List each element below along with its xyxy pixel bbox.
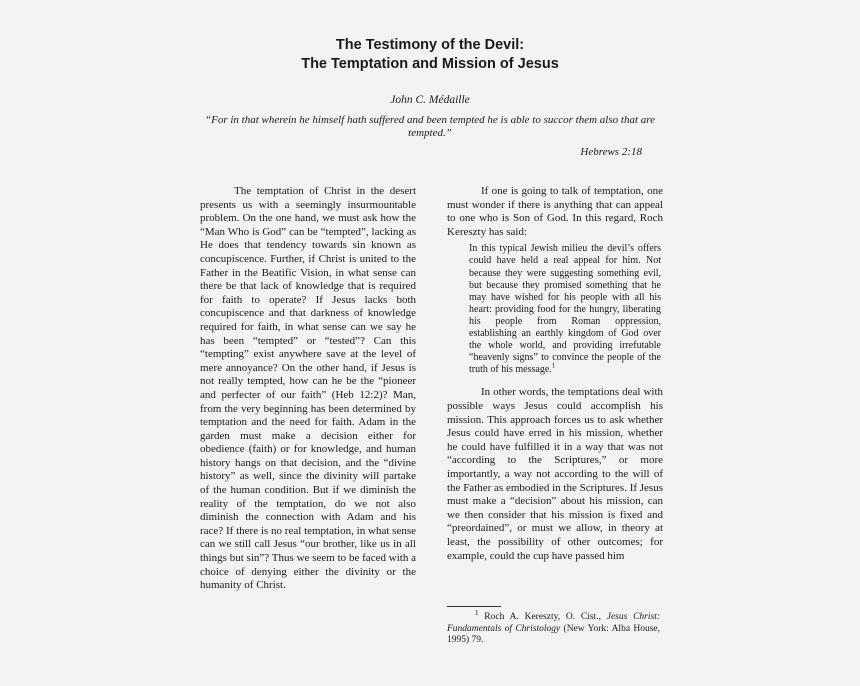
footnote-book-title: Jesus Christ: Fundamentals of Christology	[447, 612, 661, 634]
footnote-mark: 1	[475, 608, 479, 617]
right-paragraph: In other words, the temptations deal with possible ways Jesus could accomplish his mission. This approach forces us to ask whether Jesus could have erred in his mission, whether he could have fulfilled it in a way that was not “according to the Scriptures,” or more importantly, a way not according to the will of the Father as embodied in the Scriptures. If Jesus must make a “decision” about his mission, can we then consider that his mission is fixed and “preordained”, or must we allow, in theory at least, the possibility of other outcomes; for example, could the cup have passed him	[447, 386, 663, 562]
footnote-author: Roch A. Kereszty, O. Cist.,	[484, 612, 601, 622]
title-line-1: The Testimony of the Devil:	[335, 37, 525, 53]
title-line-2: The Temptation and Mission of Jesus	[301, 56, 559, 72]
footnote-reference[interactable]: 1	[551, 361, 556, 370]
block-quote-text: In this typical Jewish milieu the devil’s offers could have held a real appeal for him. Not because they were suggesting something evil, but because they promised something that he may have wished for his people with all his heart: providing food for the hungry, liberating his people from Roman oppression, establishing an earthly kingdom of God over the whole world, and providing irrefutable “heavenly signs” to convince the people of the truth of his message.	[469, 243, 661, 376]
epigraph-citation: Hebrews 2:18	[580, 146, 642, 158]
epigraph: “For in that wherein he himself hath suffered and been tempted he is able to succor them also that are tempted.”	[204, 114, 656, 139]
left-paragraph: The temptation of Christ in the desert presents us with a seemingly insurmountable problem. On the one hand, we must ask how the “Man Who is God” can be “tempted”, lacking as He does that tendency towards sin known as concupiscence. Further, if Christ is united to the Father in the Beatific Vision, in what sense can there be that lack of knowledge that is required for faith to operate? If Jesus lacks both concupiscence and that darkness of knowledge required for faith, in what sense can we say he has been “tempted” or “tested”? Can this “tempting” exist anywhere save at the level of mere annoyance? On the other hand, if Jesus is not really tempted, how can he be the “pioneer and perfecter of our faith” (Heb 12:2)? Man, from the very beginning has been determined by temptation and the need for faith. Adam in the garden must make a decision either for obedience (faith) or for knowledge, and human history hangs on that decision, and the “divine history” as well, since the divinity will partake of the human condition. But if we diminish the reality of the temptation, do we not also diminish the connection with Adam and his race? If there is no real temptation, in what sense can we still call Jesus “our brother, like us in all things but sin”? Thus we seem to be faced with a choice of denying either the divinity or the humanity of Christ.	[200, 185, 416, 592]
footnote-publication: (New York: Alba House, 1995) 79.	[447, 623, 660, 645]
right-intro-paragraph: If one is going to talk of temptation, one must wonder if there is anything that can appeal to one who is Son of God. In this regard, Roch Kereszty has said:	[447, 185, 663, 238]
footnote-divider	[447, 606, 501, 607]
footnote	[447, 608, 661, 647]
document-title	[0, 36, 860, 74]
left-column	[200, 185, 416, 593]
block-quote	[469, 243, 661, 376]
right-column	[447, 185, 663, 563]
author-name: John C. Médaille	[390, 94, 470, 106]
